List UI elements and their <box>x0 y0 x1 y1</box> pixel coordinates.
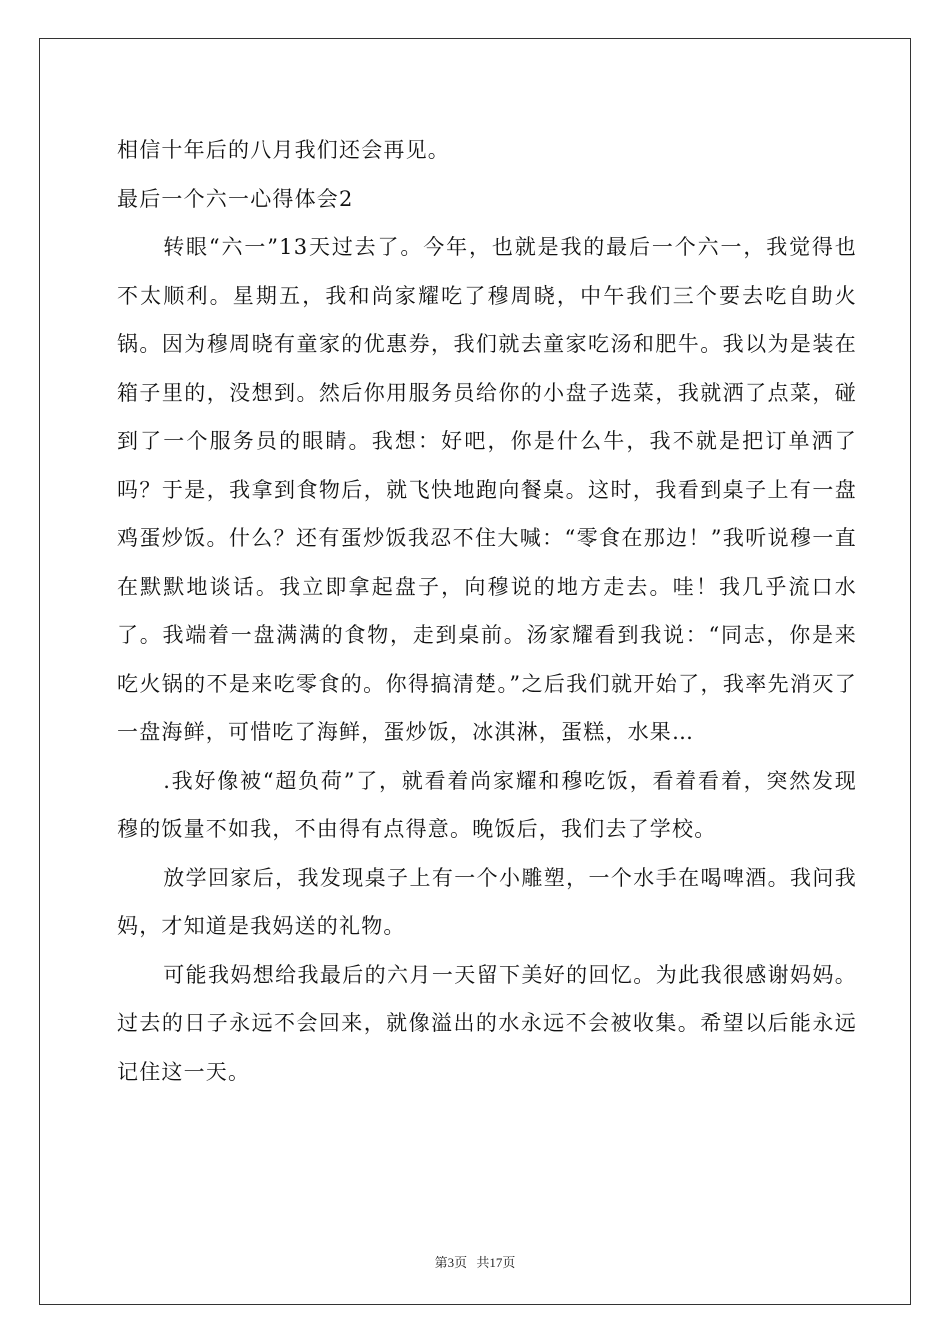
paragraph: 转眼“六一”13天过去了。今年，也就是我的最后一个六一，我觉得也不太顺利。星期五，我和尚家耀吃了穆周晓，中午我们三个要去吃自助火锅。因为穆周晓有童家的优惠券，我们就去童家吃汤和肥牛。我以为是装在箱子里的，没想到。然后你用服务员给你的小盘子选菜，我就洒了点菜，碰到了一个服务员的眼睛。我想：好吧，你是什么牛，我不就是把订单洒了吗？于是，我拿到食物后，就飞快地跑向餐桌。这时，我看到桌子上有一盘鸡蛋炒饭。什么？还有蛋炒饭我忍不住大喊：“零食在那边！”我听说穆一直在默默地谈话。我立即拿起盘子，向穆说的地方走去。哇！我几乎流口水了。我端着一盘满满的食物，走到桌前。汤家耀看到我说：“同志，你是来吃火锅的不是来吃零食的。你得搞清楚。”之后我们就开始了，我率先消灭了一盘海鲜，可惜吃了海鲜，蛋炒饭，冰淇淋，蛋糕，水果… <box>117 235 857 744</box>
section-title: 最后一个六一心得体会2 <box>117 186 354 211</box>
paragraph: 可能我妈想给我最后的六月一天留下美好的回忆。为此我很感谢妈妈。过去的日子永远不会回来，就像溢出的水永远不会被收集。希望以后能永远记住这一天。 <box>117 962 857 1084</box>
paragraph: .我好像被“超负荷”了，就看着尚家耀和穆吃饭，看着看着，突然发现穆的饭量不如我，不由得有点得意。晚饭后，我们去了学校。 <box>117 768 857 841</box>
text-line: 相信十年后的八月我们还会再见。 <box>117 138 450 162</box>
paragraph: 放学回家后，我发现桌子上有一个小雕塑，一个水手在喝啤酒。我问我妈，才知道是我妈送的礼物。 <box>117 865 857 938</box>
total-pages: 共17页 <box>476 1255 516 1270</box>
page-footer <box>0 1252 950 1271</box>
page-number: 第3页 <box>434 1255 468 1270</box>
document-body <box>117 126 857 1096</box>
